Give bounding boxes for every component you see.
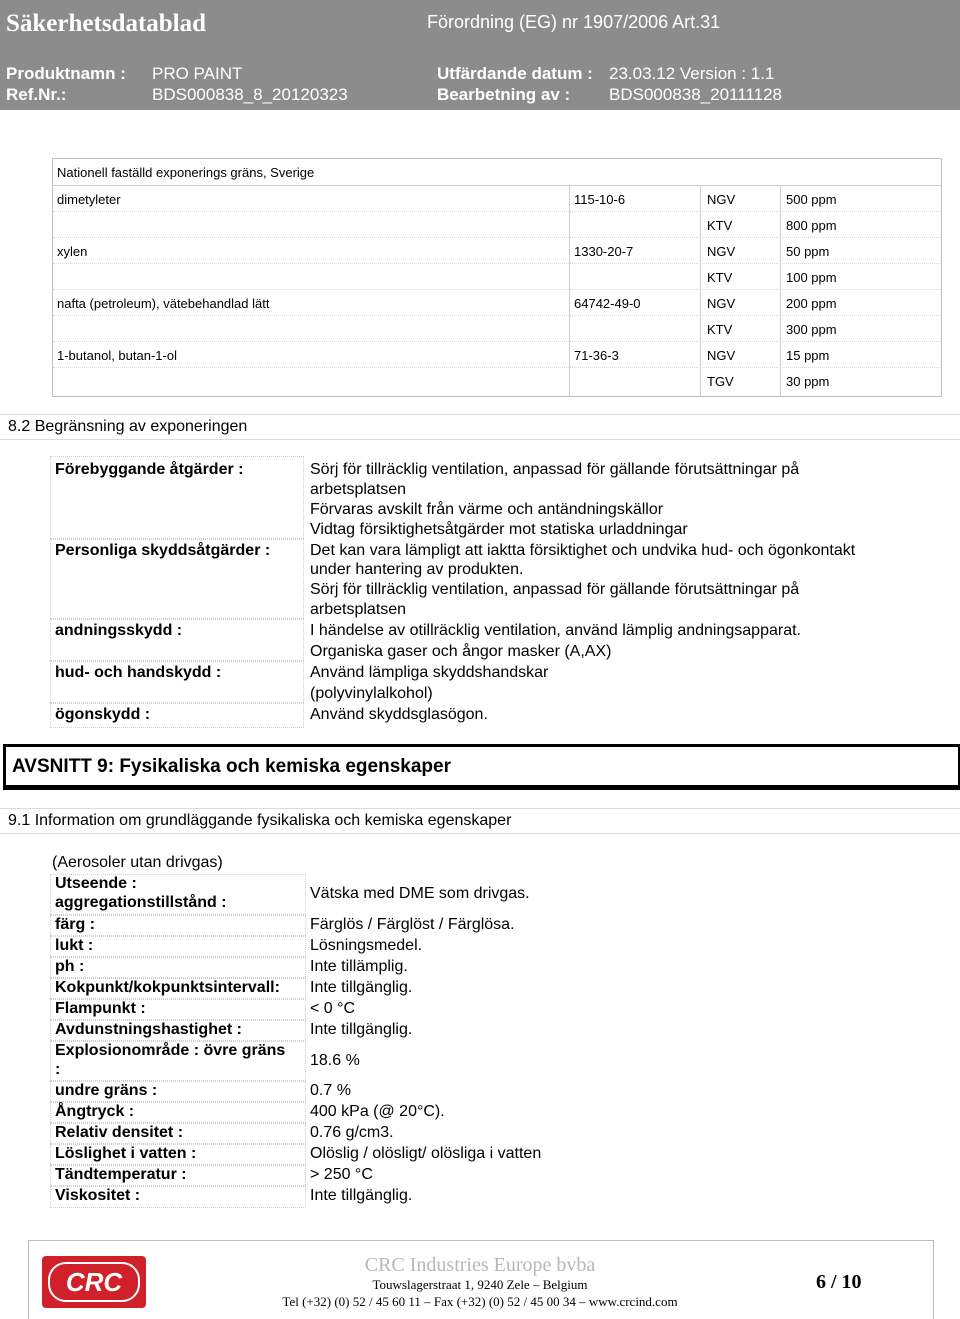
limit-type-cell: NGV bbox=[707, 192, 736, 207]
eye-line: Använd skyddsglasögon. bbox=[310, 706, 488, 723]
personal-protection-label: Personliga skyddsåtgärder : bbox=[55, 542, 271, 559]
cas-cell: 1330-20-7 bbox=[574, 244, 634, 259]
regulation-reference: Förordning (EG) nr 1907/2006 Art.31 bbox=[427, 12, 721, 32]
respiratory-line: Organiska gaser och ångor masker (A,AX) bbox=[310, 643, 612, 660]
limit-value-cell: 100 ppm bbox=[786, 270, 837, 285]
section-8-2-heading-bar bbox=[0, 414, 960, 440]
property-label: Tändtemperatur : bbox=[55, 1166, 187, 1183]
personal-line: Det kan vara lämpligt att iaktta försiktighet och undvika hud- och ögonkontakt bbox=[310, 542, 856, 559]
preventive-line: Förvaras avskilt från värme och antändningskällor bbox=[310, 501, 664, 518]
property-label: Kokpunkt/kokpunktsintervall: bbox=[55, 979, 280, 996]
property-label: undre gräns : bbox=[55, 1082, 158, 1099]
page-number: 6 / 10 bbox=[816, 1271, 862, 1293]
property-value: Inte tillämplig. bbox=[310, 958, 408, 975]
property-label: Flampunkt : bbox=[55, 1000, 146, 1017]
property-value: Olöslig / olösligt/ olösliga i vatten bbox=[310, 1145, 542, 1162]
eye-protection-label: ögonskydd : bbox=[55, 706, 151, 723]
company-contact: Tel (+32) (0) 52 / 45 60 11 – Fax (+32) (0) 52 / 45 00 34 – www.crcind.com bbox=[282, 1294, 678, 1309]
limit-value-cell: 300 ppm bbox=[786, 322, 837, 337]
property-label: färg : bbox=[55, 916, 95, 933]
section-9-1-heading-bar bbox=[0, 808, 960, 834]
property-value: Inte tillgänglig. bbox=[310, 1021, 413, 1038]
limit-value-cell: 30 ppm bbox=[786, 374, 830, 389]
aerosol-note: (Aerosoler utan drivgas) bbox=[52, 854, 223, 871]
limit-type-cell: KTV bbox=[707, 218, 733, 233]
document-title: Säkerhetsdatablad bbox=[6, 10, 207, 37]
personal-line: under hantering av produkten. bbox=[310, 561, 524, 578]
limit-value-cell: 800 ppm bbox=[786, 218, 837, 233]
appearance-value: Vätska med DME som drivgas. bbox=[310, 885, 530, 902]
personal-line: Sörj för tillräcklig ventilation, anpassad för gällande förutsättningar på bbox=[310, 581, 800, 598]
exposure-table-title: Nationell faställd exponerings gräns, Sverige bbox=[57, 165, 315, 180]
preventive-measures-label: Förebyggande åtgärder : bbox=[55, 461, 244, 478]
hand-line: Använd lämpliga skyddshandskar bbox=[310, 664, 549, 681]
company-address: Touwslagerstraat 1, 9240 Zele – Belgium bbox=[372, 1277, 588, 1292]
hand-line: (polyvinylalkohol) bbox=[310, 685, 433, 702]
limit-type-cell: NGV bbox=[707, 244, 736, 259]
issue-date-label: Utfärdande datum : bbox=[437, 64, 593, 83]
document-header bbox=[0, 0, 960, 110]
exposure-limits-table bbox=[52, 158, 942, 397]
respiratory-protection-label: andningsskydd : bbox=[55, 622, 183, 639]
limit-value-cell: 200 ppm bbox=[786, 296, 837, 311]
explosion-range-label: Explosionområde : övre gräns bbox=[55, 1042, 286, 1059]
explosion-range-value: 18.6 % bbox=[310, 1052, 360, 1069]
property-label: lukt : bbox=[55, 937, 94, 954]
property-value: Inte tillgänglig. bbox=[310, 979, 413, 996]
issue-date-value: 23.03.12 Version : 1.1 bbox=[609, 64, 775, 83]
ref-number-label: Ref.Nr.: bbox=[6, 85, 67, 104]
hand-protection-label: hud- och handskydd : bbox=[55, 664, 222, 681]
personal-line: arbetsplatsen bbox=[310, 601, 407, 618]
section-9-title: AVSNITT 9: Fysikaliska och kemiska egenskaper bbox=[12, 756, 451, 777]
property-value: < 0 °C bbox=[310, 1000, 356, 1017]
property-label: Relativ densitet : bbox=[55, 1124, 184, 1141]
section-9-1-heading: 9.1 Information om grundläggande fysikaliska och kemiska egenskaper bbox=[8, 812, 512, 829]
property-label: Avdunstningshastighet : bbox=[55, 1021, 242, 1038]
respiratory-line: I händelse av otillräcklig ventilation, använd lämplig andningsapparat. bbox=[310, 622, 801, 639]
property-value: 0.7 % bbox=[310, 1082, 351, 1099]
revision-label: Bearbetning av : bbox=[437, 85, 571, 104]
product-name-value: PRO PAINT bbox=[152, 64, 243, 83]
cas-cell: 115-10-6 bbox=[574, 192, 626, 207]
substance-cell: 1-butanol, butan-1-ol bbox=[57, 348, 177, 363]
limit-type-cell: NGV bbox=[707, 348, 736, 363]
substance-cell: nafta (petroleum), vätebehandlad lätt bbox=[57, 296, 270, 311]
property-value: Lösningsmedel. bbox=[310, 937, 423, 954]
property-value: 400 kPa (@ 20°C). bbox=[310, 1103, 445, 1120]
explosion-range-colon: : bbox=[55, 1061, 61, 1078]
crc-logo-text: CRC bbox=[48, 1262, 140, 1302]
section-8-2-heading: 8.2 Begränsning av exponeringen bbox=[8, 418, 248, 435]
property-value: > 250 °C bbox=[310, 1166, 373, 1183]
cas-cell: 71-36-3 bbox=[574, 348, 619, 363]
limit-value-cell: 15 ppm bbox=[786, 348, 830, 363]
section-9-title-box bbox=[3, 744, 960, 790]
limit-type-cell: NGV bbox=[707, 296, 736, 311]
substance-cell: xylen bbox=[57, 244, 88, 259]
property-value: 0.76 g/cm3. bbox=[310, 1124, 394, 1141]
property-value: Inte tillgänglig. bbox=[310, 1187, 413, 1204]
limit-type-cell: TGV bbox=[707, 374, 734, 389]
appearance-label: Utseende : bbox=[55, 875, 137, 892]
property-label: Löslighet i vatten : bbox=[55, 1145, 197, 1162]
property-label: Viskositet : bbox=[55, 1187, 141, 1204]
property-value: Färglös / Färglöst / Färglösa. bbox=[310, 916, 515, 933]
property-label: ph : bbox=[55, 958, 85, 975]
crc-logo bbox=[42, 1256, 146, 1308]
preventive-line: arbetsplatsen bbox=[310, 481, 407, 498]
substance-cell: dimetyleter bbox=[57, 192, 121, 207]
preventive-line: Vidtag försiktighetsåtgärder mot statiska urladdningar bbox=[310, 521, 688, 538]
limit-value-cell: 500 ppm bbox=[786, 192, 837, 207]
revision-value: BDS000838_20111128 bbox=[609, 85, 782, 104]
property-label: Ångtryck : bbox=[55, 1103, 135, 1120]
limit-type-cell: KTV bbox=[707, 270, 733, 285]
company-name: CRC Industries Europe bvba bbox=[364, 1254, 596, 1276]
ref-number-value: BDS000838_8_20120323 bbox=[152, 85, 348, 104]
limit-type-cell: KTV bbox=[707, 322, 733, 337]
aggregation-state-label: aggregationstillstånd : bbox=[55, 894, 227, 911]
cas-cell: 64742-49-0 bbox=[574, 296, 641, 311]
preventive-line: Sörj för tillräcklig ventilation, anpassad för gällande förutsättningar på bbox=[310, 461, 800, 478]
product-name-label: Produktnamn : bbox=[6, 64, 126, 83]
limit-value-cell: 50 ppm bbox=[786, 244, 830, 259]
